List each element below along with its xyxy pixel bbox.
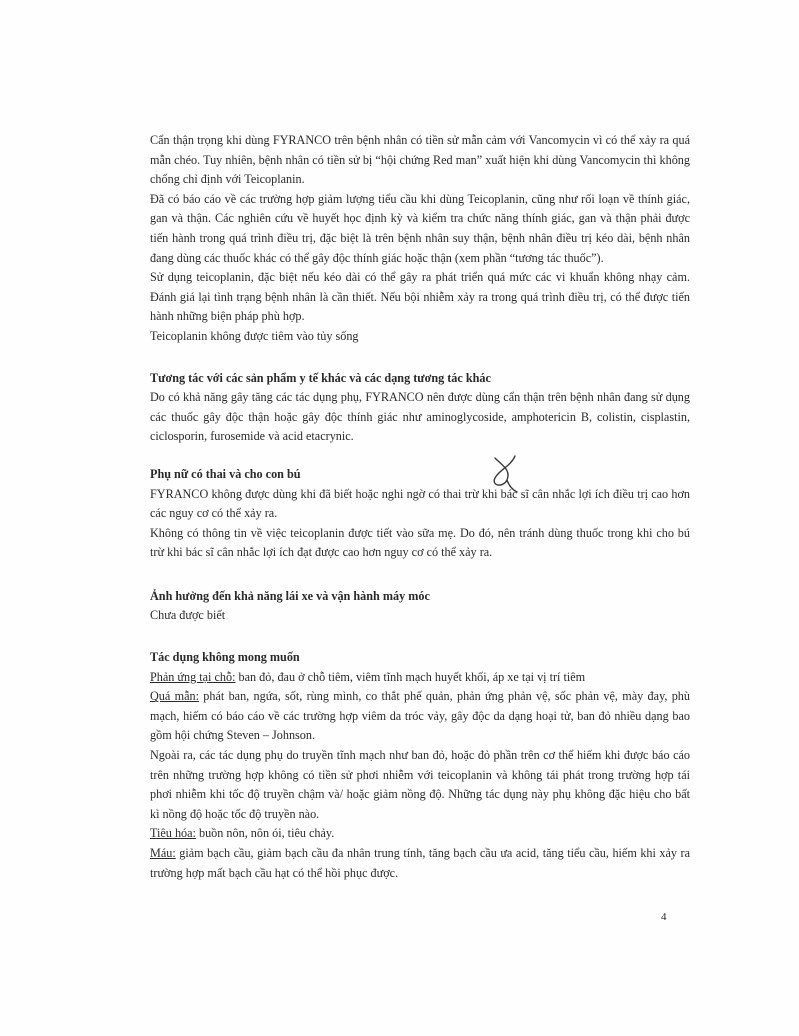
adverse-gi	[150, 824, 690, 844]
adverse-local-label: Phản ứng tại chỗ:	[150, 669, 236, 684]
precaution-paragraph-2: Đã có báo cáo về các trường hợp giảm lượng tiểu cầu khi dùng Teicoplanin, cũng như rối loạn về thính giác, gan và thận. Các nghiên cứu về huyết học định kỳ và kiểm tra chức năng thính giác, gan và thận phải được tiến hành trong quá trình điều trị, đặc biệt là trên bệnh nhân suy thận, bệnh nhân điều trị kéo dài, bệnh nhân đang dùng các thuốc khác có thể gây độc thính giác hoặc thận (xem phần “tương tác thuốc”).	[150, 191, 690, 265]
precaution-paragraph-1: Cẩn thận trọng khi dùng FYRANCO trên bệnh nhân có tiền sử mẫn cảm với Vancomycin vì có thể xảy ra quá mẫn chéo. Tuy nhiên, bệnh nhân có tiền sử bị “hội chứng Red man” xuất hiện khi dùng Vancomycin thì không chống chỉ định với Teicoplanin.	[150, 133, 690, 187]
adverse-infusion: Ngoài ra, các tác dụng phụ do truyền tĩnh mạch như ban đỏ, hoặc đỏ phần trên cơ thể hiếm khi được báo cáo trên những trường hợp không có tiền sử phơi nhiễm với teicoplanin và không tái phát trong trường hợp tái phơi nhiễm khi tốc độ truyền chậm và/ hoặc giảm nồng độ. Những tác dụng này phụ không đặc hiệu cho bất kì nồng độ hoặc tốc độ truyền nào.	[150, 748, 690, 821]
handwritten-signature-mark	[481, 452, 525, 494]
precaution-paragraph-4: Teicoplanin không được tiêm vào tủy sống	[150, 328, 359, 343]
interactions-heading: Tương tác với các sản phẩm y tế khác và các dạng tương tác khác	[150, 370, 491, 385]
driving-heading: Ảnh hưởng đến khả năng lái xe và vận hành máy móc	[150, 588, 430, 603]
adverse-blood-text: giảm bạch cầu, giảm bạch cầu đa nhân trung tính, tăng bạch cầu ưa acid, tăng tiểu cầu, hiếm khi xảy ra trường hợp mất bạch cầu hạt có thể hồi phục được.	[150, 846, 690, 880]
adverse-blood-label: Máu:	[150, 846, 176, 860]
precaution-paragraph-3: Sử dụng teicoplanin, đặc biệt nếu kéo dài có thể gây ra phát triển quá mức các vi khuẩn không nhạy cảm. Đánh giá lại tình trạng bệnh nhân là cần thiết. Nếu bội nhiễm xảy ra trong quá trình điều trị, có thể được tiến hành những biện pháp phù hợp.	[150, 270, 690, 324]
adverse-blood	[150, 844, 690, 883]
pregnancy-heading: Phụ nữ có thai và cho con bú	[150, 466, 301, 481]
adverse-local	[150, 668, 690, 688]
interactions-text: Do có khả năng gây tăng các tác dụng phụ, FYRANCO nên được dùng cẩn thận trên bệnh nhân đang sử dụng các thuốc gây độc thận hoặc gây độc thính giác như aminoglycoside, amphotericin B, colistin, cisplastin, ciclosporin, furosemide và acid etacrynic.	[150, 390, 690, 444]
adverse-hypersensitivity	[150, 687, 690, 746]
document-body	[150, 131, 690, 883]
pregnancy-text-1: FYRANCO không được dùng khi đã biết hoặc nghi ngờ có thai trừ khi bác sĩ cân nhắc lợi ích điều trị cao hơn các nguy cơ có thể xảy ra.	[150, 486, 690, 521]
page-number: 4	[661, 911, 667, 923]
driving-text: Chưa được biết	[150, 608, 226, 623]
adverse-local-text: ban đỏ, đau ở chỗ tiêm, viêm tĩnh mạch huyết khối, áp xe tại vị trí tiêm	[235, 669, 586, 684]
adverse-gi-text: buồn nôn, nôn ói, tiêu chảy.	[195, 826, 335, 841]
adverse-heading: Tác dụng không mong muốn	[150, 650, 300, 665]
adverse-gi-label: Tiêu hóa:	[150, 826, 196, 841]
pregnancy-text-2: Không có thông tin về việc teicoplanin được tiết vào sữa mẹ. Do đó, nên tránh dùng thuốc trong khi cho bú trừ khi bác sĩ cân nhắc lợi ích đạt được cao hơn nguy cơ có thể xảy ra.	[150, 525, 690, 560]
adverse-hyper-text: phát ban, ngứa, sốt, rùng mình, co thắt phế quản, phản ứng phản vệ, sốc phản vệ, mày đay, phù mạch, hiếm có báo cáo về các trường hợp viêm da tróc vảy, gây độc da dạng hoại tử, ban đỏ nhiều dạng bao gồm hội chứng Steven – Johnson.	[150, 689, 690, 743]
adverse-hyper-label: Quá mẫn:	[150, 689, 199, 704]
